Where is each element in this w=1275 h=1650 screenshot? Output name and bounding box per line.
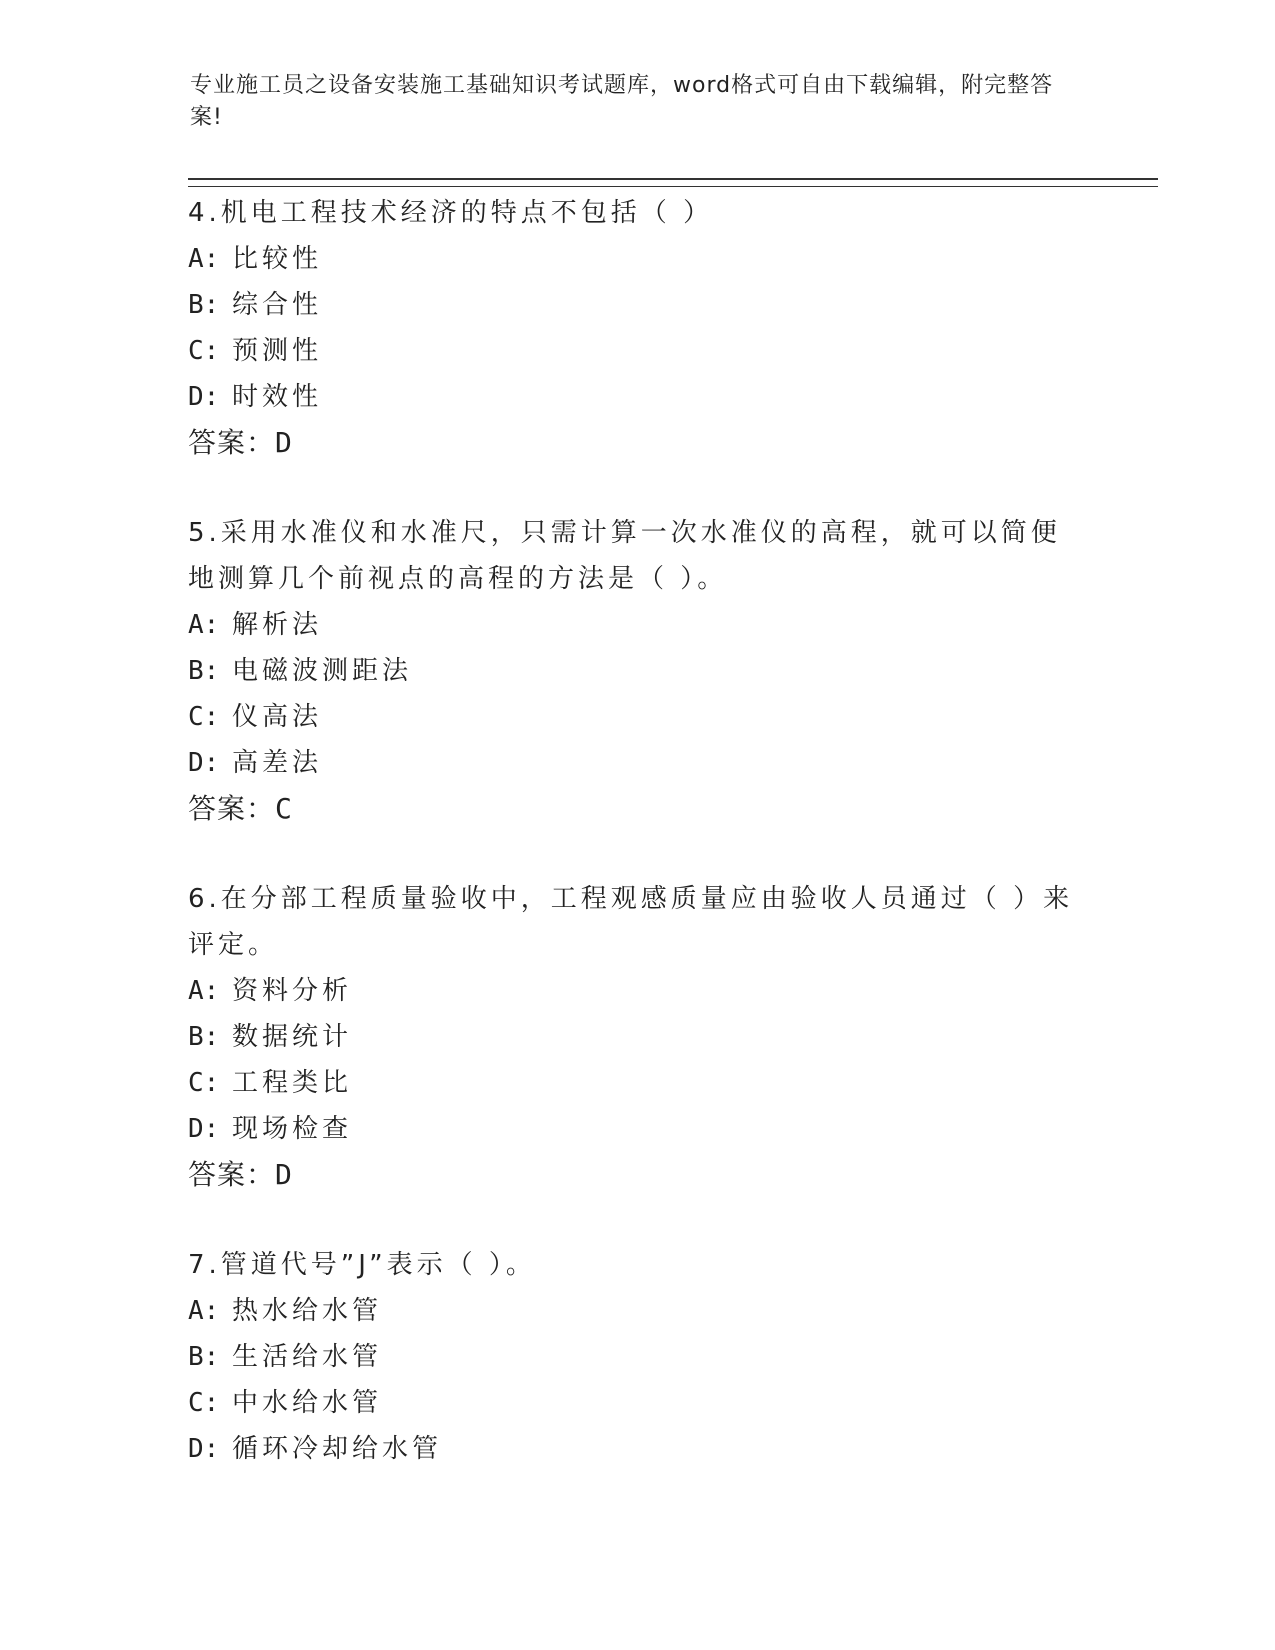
option-c (188, 1060, 1088, 1106)
answer-label: 答案： (188, 793, 276, 824)
option-text: 工程类比 (232, 1068, 353, 1098)
question-5 (188, 510, 1088, 832)
option-a (188, 602, 1088, 648)
option-key: A: (188, 1296, 220, 1326)
option-key: C: (188, 1068, 220, 1098)
option-text: 电磁波测距法 (232, 656, 413, 686)
option-text: 热水给水管 (232, 1296, 383, 1326)
option-text: 仪高法 (232, 702, 323, 732)
option-key: A: (188, 244, 220, 274)
option-d (188, 374, 1088, 420)
answer-value: C (275, 792, 293, 825)
question-stem: 4.机电工程技术经济的特点不包括（ ） (188, 198, 714, 228)
option-key: D: (188, 1434, 220, 1464)
option-a (188, 236, 1088, 282)
question-7 (188, 1242, 1088, 1472)
option-key: D: (188, 748, 220, 778)
header-divider (188, 178, 1158, 187)
question-6 (188, 876, 1088, 1198)
option-d (188, 1106, 1088, 1152)
option-c (188, 328, 1088, 374)
option-d (188, 740, 1088, 786)
option-text: 中水给水管 (232, 1388, 383, 1418)
option-key: A: (188, 976, 220, 1006)
option-text: 高差法 (232, 748, 323, 778)
option-key: D: (188, 1114, 220, 1144)
question-stem: 5.采用水准仪和水准尺，只需计算一次水准仪的高程，就可以简便地测算几个前视点的高程的方法是（ ）。 (188, 518, 1061, 594)
option-key: C: (188, 1388, 220, 1418)
answer-line (188, 786, 1088, 832)
answer-line (188, 420, 1088, 466)
option-b (188, 648, 1088, 694)
option-text: 综合性 (232, 290, 323, 320)
option-key: B: (188, 1022, 220, 1052)
question-stem: 7.管道代号”J”表示（ ）。 (188, 1250, 536, 1280)
option-text: 资料分析 (232, 976, 353, 1006)
option-c (188, 1380, 1088, 1426)
option-d (188, 1426, 1088, 1472)
answer-label: 答案： (188, 427, 276, 458)
option-a (188, 968, 1088, 1014)
question-stem: 6.在分部工程质量验收中，工程观感质量应由验收人员通过（ ）来评定。 (188, 884, 1074, 960)
option-b (188, 1334, 1088, 1380)
option-key: C: (188, 702, 220, 732)
question-list (188, 190, 1088, 1472)
option-key: B: (188, 290, 220, 320)
option-text: 生活给水管 (232, 1342, 383, 1372)
option-key: B: (188, 1342, 220, 1372)
option-key: B: (188, 656, 220, 686)
option-key: D: (188, 382, 220, 412)
answer-value: D (275, 1158, 293, 1191)
option-text: 数据统计 (232, 1022, 353, 1052)
question-4 (188, 190, 1088, 466)
answer-label: 答案： (188, 1159, 276, 1190)
option-c (188, 694, 1088, 740)
option-key: A: (188, 610, 220, 640)
answer-line (188, 1152, 1088, 1198)
option-text: 预测性 (232, 336, 323, 366)
option-text: 解析法 (232, 610, 323, 640)
option-b (188, 282, 1088, 328)
option-key: C: (188, 336, 220, 366)
option-text: 循环冷却给水管 (232, 1434, 443, 1464)
answer-value: D (275, 426, 293, 459)
option-a (188, 1288, 1088, 1334)
header-title: 专业施工员之设备安装施工基础知识考试题库，word格式可自由下载编辑，附完整答案! (190, 73, 1054, 130)
option-text: 时效性 (232, 382, 323, 412)
page-header (190, 70, 1060, 134)
option-text: 比较性 (232, 244, 323, 274)
option-b (188, 1014, 1088, 1060)
option-text: 现场检查 (232, 1114, 353, 1144)
